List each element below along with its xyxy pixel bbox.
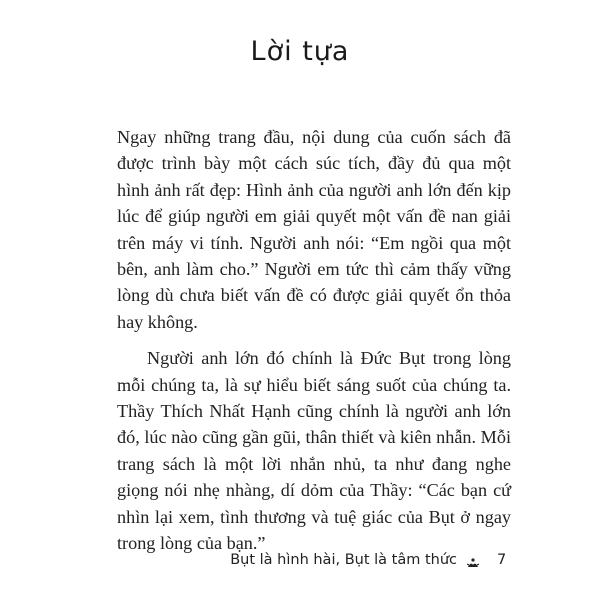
page-title: Lời tựa [250,36,350,67]
paragraph-2: Người anh lớn đó chính là Đức Bụt trong lòng mỗi chúng ta, là sự hiểu biết sáng suốt của chúng ta. Thầy Thích Nhất Hạnh cũng chính là người anh lớn đó, lúc nào cũng gần gũi, thân thiết và kiên nhẫn. Mỗi trang sách là một lời nhắn nhủ, ta như đang nghe giọng nói nhẹ nhàng, dí dỏm của Thầy: “Các bạn cứ nhìn lại xem, tình thương và tuệ giác của Bụt ở ngay trong lòng của bạn.” [117,348,511,554]
body-text [117,124,511,567]
paragraph-1: Ngay những trang đầu, nội dung của cuốn sách đã được trình bày một cách súc tích, đầy đủ qua một hình ảnh rất đẹp: Hình ảnh của người anh lớn đến kịp lúc để giúp người em giải quyết một vấn đề nan giải trên máy vi tính. Người anh nói: “Em ngồi qua một bên, anh làm cho.” Người em tức thì cảm thấy vững lòng dù chưa biết vấn đề có được giải quyết ổn thỏa hay không. [117,127,511,332]
lotus-ornament-icon [466,557,480,569]
running-footer-title: Bụt là hình hài, Bụt là tâm thức [230,552,457,568]
page-footer [0,552,600,574]
page-number: 7 [497,552,507,568]
